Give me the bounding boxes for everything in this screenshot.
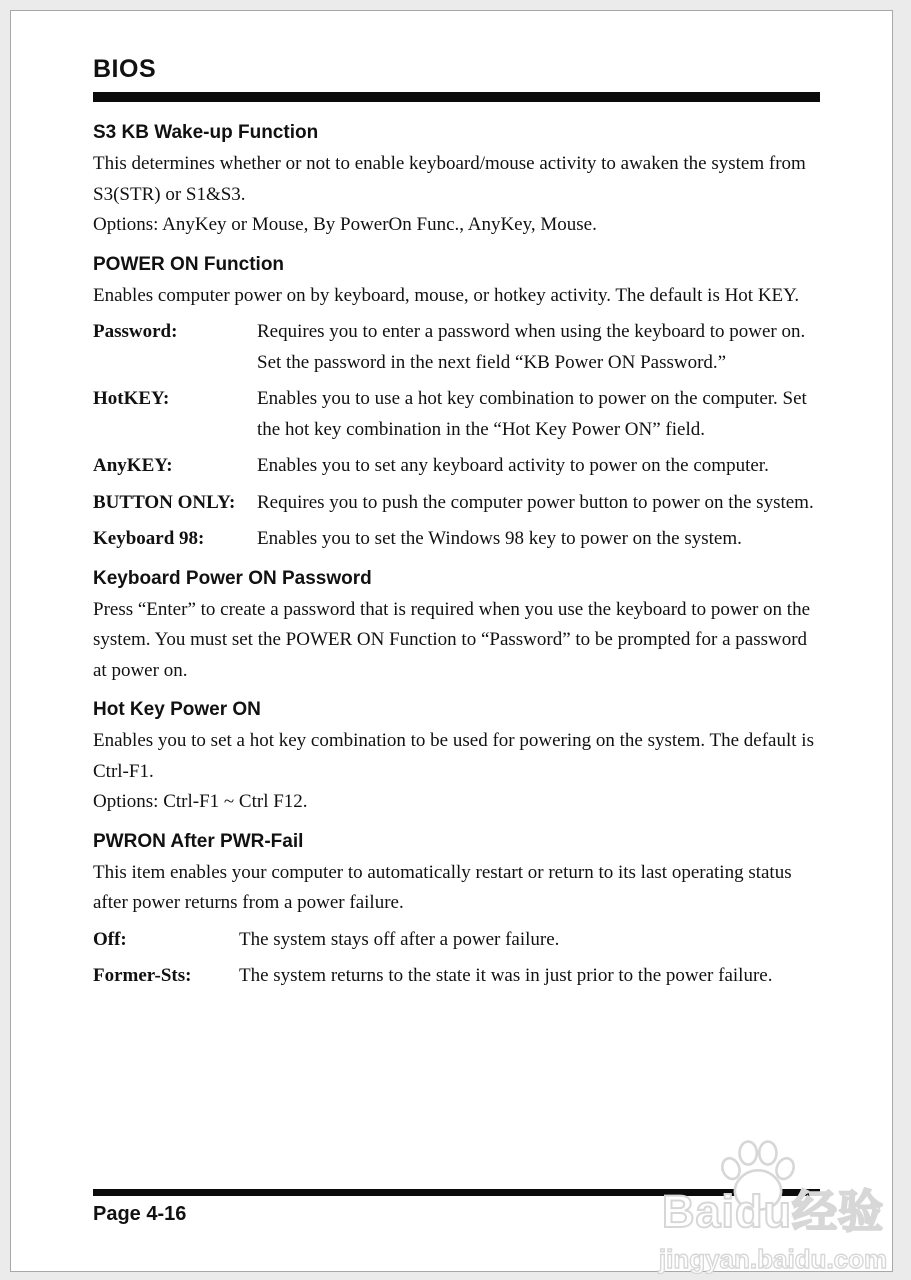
term-label: BUTTON ONLY: xyxy=(93,491,236,513)
section-paragraph: Enables computer power on by keyboard, mouse, or hotkey activity. The default is Hot KEY. xyxy=(93,284,800,306)
section xyxy=(93,254,820,555)
watermark-brand-cjk: 经验 xyxy=(792,1186,885,1237)
section xyxy=(93,699,820,818)
definition-list xyxy=(93,925,820,992)
watermark-brand xyxy=(629,1175,911,1240)
section xyxy=(93,122,820,241)
term-label: Password: xyxy=(93,321,178,342)
term-definition: Requires you to enter a password when using the keyboard to power on. Set the password in the next field “KB Power ON Password.” xyxy=(257,321,806,373)
section-heading: Keyboard Power ON Password xyxy=(93,567,372,589)
baidu-watermark xyxy=(629,1139,911,1275)
term-definition: The system returns to the state it was in just prior to the power failure. xyxy=(239,965,773,986)
top-rule xyxy=(93,92,820,102)
definition-row xyxy=(93,961,820,992)
definition-row xyxy=(93,317,820,378)
definition-list xyxy=(93,317,820,555)
section-paragraph: Enables you to set a hot key combination to be used for powering on the system. The default is Ctrl-F1. xyxy=(93,730,814,782)
definition-row xyxy=(93,524,820,555)
page-content xyxy=(93,11,820,992)
section-heading: S3 KB Wake-up Function xyxy=(93,122,319,143)
term-label: Off: xyxy=(93,928,127,950)
watermark-url: jingyan.baidu.com xyxy=(658,1244,888,1274)
term-label: AnyKEY: xyxy=(93,455,173,476)
section-paragraph: This item enables your computer to automatically restart or return to its last operating status after power returns from a power failure. xyxy=(93,861,792,913)
definition-row xyxy=(93,488,820,519)
definition-row xyxy=(93,925,820,956)
section-paragraph: This determines whether or not to enable keyboard/mouse activity to awaken the system from S3(STR) or S1&S3. xyxy=(93,153,806,205)
term-label: Keyboard 98: xyxy=(93,528,205,549)
section-paragraph: Options: AnyKey or Mouse, By PowerOn Func., AnyKey, Mouse. xyxy=(93,214,597,235)
sections xyxy=(93,122,820,992)
term-label: HotKEY: xyxy=(93,388,170,409)
section-heading: Hot Key Power ON xyxy=(93,699,261,720)
watermark-brand-latin: Baidu xyxy=(661,1186,792,1237)
section-paragraph: Press “Enter” to create a password that is required when you use the keyboard to power on the system. You must set the POWER ON Function to “Password” to be prompted for a password at power on. xyxy=(93,598,811,681)
page-number: Page 4-16 xyxy=(93,1203,187,1225)
term-definition: Enables you to use a hot key combination to power on the computer. Set the hot key combination in the “Hot Key Power ON” field. xyxy=(257,388,807,440)
term-definition: Enables you to set the Windows 98 key to power on the system. xyxy=(257,528,742,549)
page-title: BIOS xyxy=(93,55,157,83)
term-definition: The system stays off after a power failure. xyxy=(239,928,560,950)
section xyxy=(93,831,820,992)
section xyxy=(93,568,820,687)
definition-row xyxy=(93,384,820,445)
section-heading: POWER ON Function xyxy=(93,253,285,275)
term-definition: Requires you to push the computer power button to power on the system. xyxy=(257,491,814,513)
section-heading: PWRON After PWR-Fail xyxy=(93,830,304,852)
section-paragraph: Options: Ctrl-F1 ~ Ctrl F12. xyxy=(93,791,308,812)
term-definition: Enables you to set any keyboard activity to power on the computer. xyxy=(257,455,769,476)
document-page xyxy=(10,10,893,1272)
definition-row xyxy=(93,451,820,482)
term-label: Former-Sts: xyxy=(93,965,192,986)
